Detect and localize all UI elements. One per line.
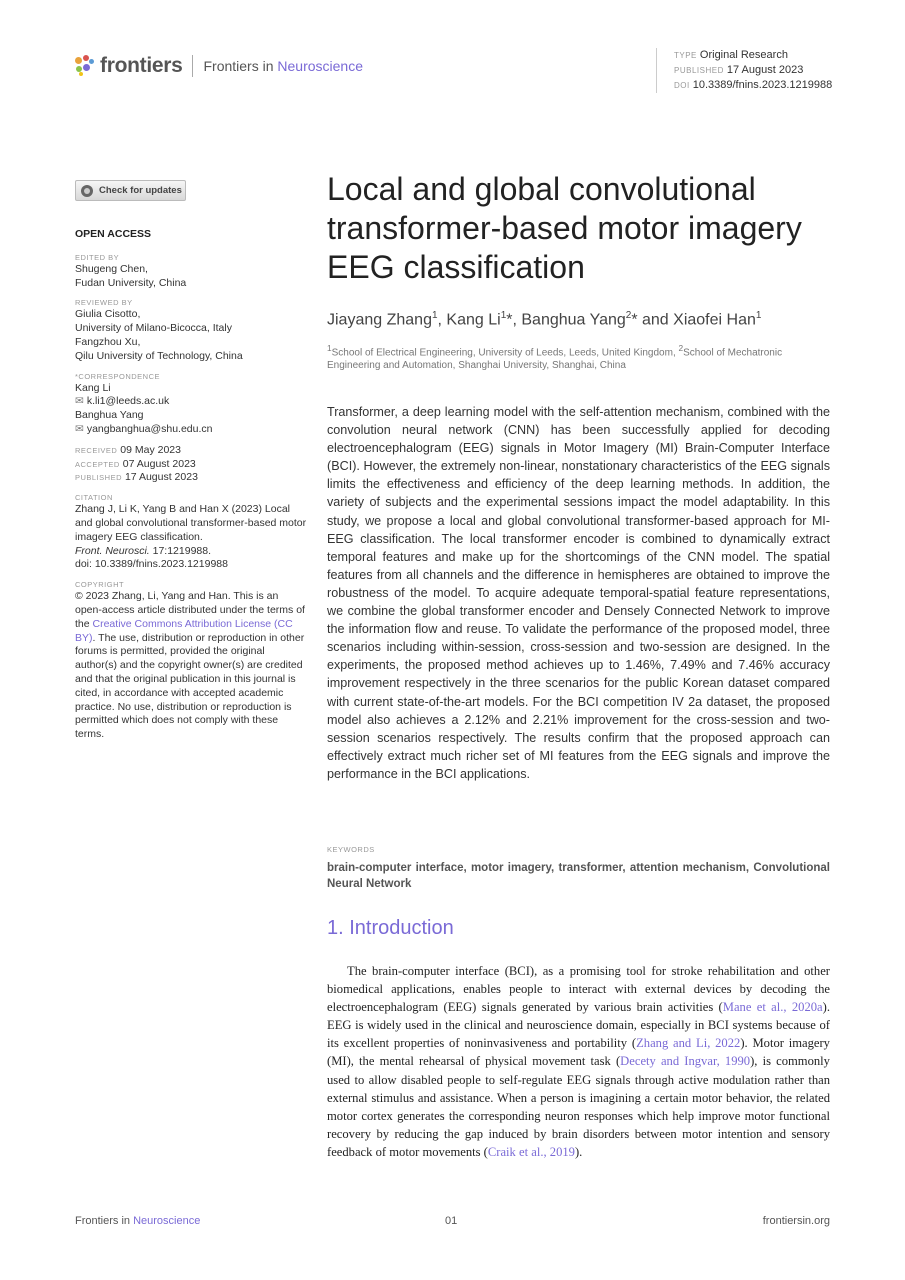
journal-name[interactable]: [203, 58, 363, 74]
copyright-block: [75, 579, 307, 742]
doi-value[interactable]: 10.3389/fnins.2023.1219988: [692, 79, 833, 91]
published-label: PUBLISHED: [674, 66, 724, 75]
author-list: [327, 310, 827, 329]
update-icon: [81, 185, 93, 197]
keywords-label: KEYWORDS: [327, 845, 375, 854]
author-affil-sup: 2: [625, 310, 632, 321]
intro-text: ). Motor imagery (MI), the mental rehearsal of physical movement task (: [327, 1036, 830, 1069]
affiliation: School of Electrical Engineering, University of Leeds, Leeds, United Kingdom,: [331, 347, 679, 359]
intro-text: The brain-computer interface (BCI), as a promising tool for stroke rehabilitation and other biomedical applications, enables people to interact with external devices by decoding the electroencephalogram (EEG) signals generated by various brain activities (: [327, 964, 830, 1015]
check-for-updates-button[interactable]: [75, 180, 186, 201]
article-meta: [656, 48, 832, 93]
reference-link[interactable]: Craik et al., 2019: [487, 1144, 575, 1159]
introduction-paragraph: [327, 962, 830, 1161]
accepted-value: 07 August 2023: [122, 457, 196, 470]
logo-text: frontiers: [100, 54, 183, 77]
correspondent-email[interactable]: [75, 423, 307, 437]
affiliation: School of Mechatronic Engineering and Automation, Shanghai University, Shanghai, China: [327, 347, 783, 372]
citation-doi[interactable]: doi: 10.3389/fnins.2023.1219988: [75, 558, 228, 571]
mail-icon: ✉: [75, 422, 84, 435]
copyright-part: © 2023 Zhang, Li, Yang and Han. This is an open-access article distributed under the terms of the: [75, 590, 305, 630]
correspondence-label: *CORRESPONDENCE: [75, 371, 161, 381]
mail-icon: ✉: [75, 395, 84, 408]
intro-text: ). EEG is widely used in the clinical and neuroscience domain, especially in BCI systems because of its excellent properties of noninvasiveness and portability (: [327, 1000, 830, 1051]
reviewed-label: REVIEWED BY: [75, 298, 133, 308]
open-access-label: OPEN ACCESS: [75, 228, 152, 240]
author[interactable]: , Kang Li: [437, 311, 501, 329]
page-number: 01: [445, 1215, 458, 1227]
dates-block: [75, 444, 307, 485]
journal-prefix: Frontiers in: [203, 58, 278, 74]
author[interactable]: Jiayang Zhang: [327, 311, 432, 329]
received-value: 09 May 2023: [120, 443, 181, 456]
correspondent-name: Kang Li: [75, 381, 111, 394]
section-heading: 1. Introduction: [327, 917, 454, 939]
keywords: brain-computer interface, motor imagery, transformer, attention mechanism, Convolutional Neural Network: [327, 862, 830, 890]
citation-block: [75, 492, 307, 572]
reviewer-affiliation: University of Milano-Bicocca, Italy: [75, 322, 232, 335]
doi-label: DOI: [674, 81, 690, 90]
footer-journal-name: Neuroscience: [133, 1215, 201, 1227]
accepted-label: ACCEPTED: [75, 459, 120, 469]
reviewer-affiliation: Qilu University of Technology, China: [75, 349, 243, 362]
citation-volume: 17:1219988.: [149, 544, 212, 557]
footer-journal[interactable]: [75, 1215, 200, 1227]
author-affil-sup: 1: [431, 310, 438, 321]
edited-label: EDITED BY: [75, 252, 120, 262]
author[interactable]: *, Banghua Yang: [506, 311, 626, 329]
sidebar: [75, 228, 307, 749]
editor-name: Shugeng Chen,: [75, 262, 148, 275]
published-value: 17 August 2023: [726, 64, 804, 76]
published-value: 17 August 2023: [124, 471, 198, 484]
type-label: TYPE: [674, 51, 697, 60]
copyright-text: [75, 590, 307, 742]
intro-text: ), is commonly used to allow disabled people to self-regulate EEG signals through active modulation rather than external stimulus and assistance. When a person is imagining a certain motor behavior, the related motor cortex generates the corresponding neuron responses which help improve motor functional recovery by reducing the gap induced by brain disorders between motor intention and sensory feedback of motor movements (: [327, 1054, 830, 1159]
article-title: Local and global convolutional transformer-based motor imagery EEG classification: [327, 171, 802, 285]
journal-accent: Neuroscience: [277, 58, 364, 74]
citation-journal-line: [75, 545, 307, 559]
type-value: Original Research: [699, 49, 788, 61]
author[interactable]: * and Xiaofei Han: [631, 311, 756, 329]
correspondence-block: [75, 371, 307, 437]
footer-journal-prefix: Frontiers in: [75, 1215, 134, 1227]
reviewer-name: Giulia Cisotto,: [75, 308, 141, 321]
citation-text: Zhang J, Li K, Yang B and Han X (2023) Local and global convolutional transformer-based motor imagery EEG classification.: [75, 503, 307, 543]
email-text: k.li1@leeds.ac.uk: [86, 395, 170, 408]
intro-text: ).: [574, 1144, 583, 1159]
received-label: RECEIVED: [75, 445, 118, 455]
frontiers-logo[interactable]: [75, 54, 363, 78]
editor-affiliation: Fudan University, China: [75, 276, 187, 289]
copyright-label: COPYRIGHT: [75, 580, 125, 590]
reviewed-block: [75, 297, 307, 363]
citation-journal: Front. Neurosci.: [75, 544, 150, 557]
published-label: PUBLISHED: [75, 473, 123, 483]
reference-link[interactable]: Zhang and Li, 2022: [636, 1036, 741, 1051]
author-affil-sup: 1: [755, 310, 762, 321]
correspondent-name: Banghua Yang: [75, 409, 144, 422]
license-link[interactable]: Creative Commons Attribution License (CC BY): [75, 617, 293, 644]
copyright-part: . The use, distribution or reproduction in other forums is permitted, provided the original author(s) and the copyright owner(s) are credited and that the original publication in this journal is cited, in accordance with accepted academic practice. No use, distribution or reproduction is permitted which does not comply with these terms.: [75, 631, 305, 741]
edited-block: [75, 252, 307, 291]
reference-link[interactable]: Decety and Ingvar, 1990: [620, 1054, 751, 1069]
reference-link[interactable]: Mane et al., 2020a: [722, 1000, 823, 1015]
check-updates-label: Check for updates: [99, 185, 182, 196]
author-affil-sup: 1: [500, 310, 507, 321]
logo-divider: [192, 55, 193, 77]
abstract: Transformer, a deep learning model with the self-attention mechanism, combined with the convolution neural network (CNN) has been successfully applied for decoding electroencephalogram (EEG) signals in Motor Imagery (MI) Brain-Computer Interface (BCI). However, the extremely non-linear, nonstationary characteristics of the EEG signals limits the effectiveness and efficiency of the deep learning methods. In addition, the variety of subjects and the experimental sessions impact the model adaptability. In this study, we propose a local and global convolutional transformer-based approach for MI-EEG classification. The local transformer encoder is combined to dynamically extract temporal features and make up for the shortcomings of the CNN model. The spatial features from all channels and the difference in hemispheres are obtained to improve the robustness of the model. To acquire adequate temporal-spatial feature representations, we combine the global transformer encoder and Densely Connected Network to improve the information flow and reuse. To validate the performance of the proposed model, three scenarios including within-session, cross-session and two-session are designed. In the experiments, the proposed method achieves up to 1.46%, 7.49% and 7.46% accuracy improvement respectively in the three scenarios for the public Korean dataset compared with current state-of-the-art models. For the BCI competition IV 2a dataset, the proposed model also achieves a 2.12% and 2.21% improvement for the cross-session and two-session scenarios respectively. The results confirm that the proposed approach can effectively extract much richer set of MI features from the EEG signals and improve the performance in the BCI applications.: [327, 405, 830, 781]
affil-sup: 1: [327, 343, 332, 353]
email-text: yangbanghua@shu.edu.cn: [86, 422, 213, 435]
frontiers-logo-icon: [75, 55, 95, 77]
footer-site-link[interactable]: frontiersin.org: [762, 1215, 830, 1227]
correspondent-email[interactable]: [75, 395, 307, 409]
citation-label: CITATION: [75, 493, 113, 503]
reviewer-name: Fangzhou Xu,: [75, 335, 141, 348]
affil-sup: 2: [678, 343, 684, 353]
affiliations: [327, 342, 832, 372]
